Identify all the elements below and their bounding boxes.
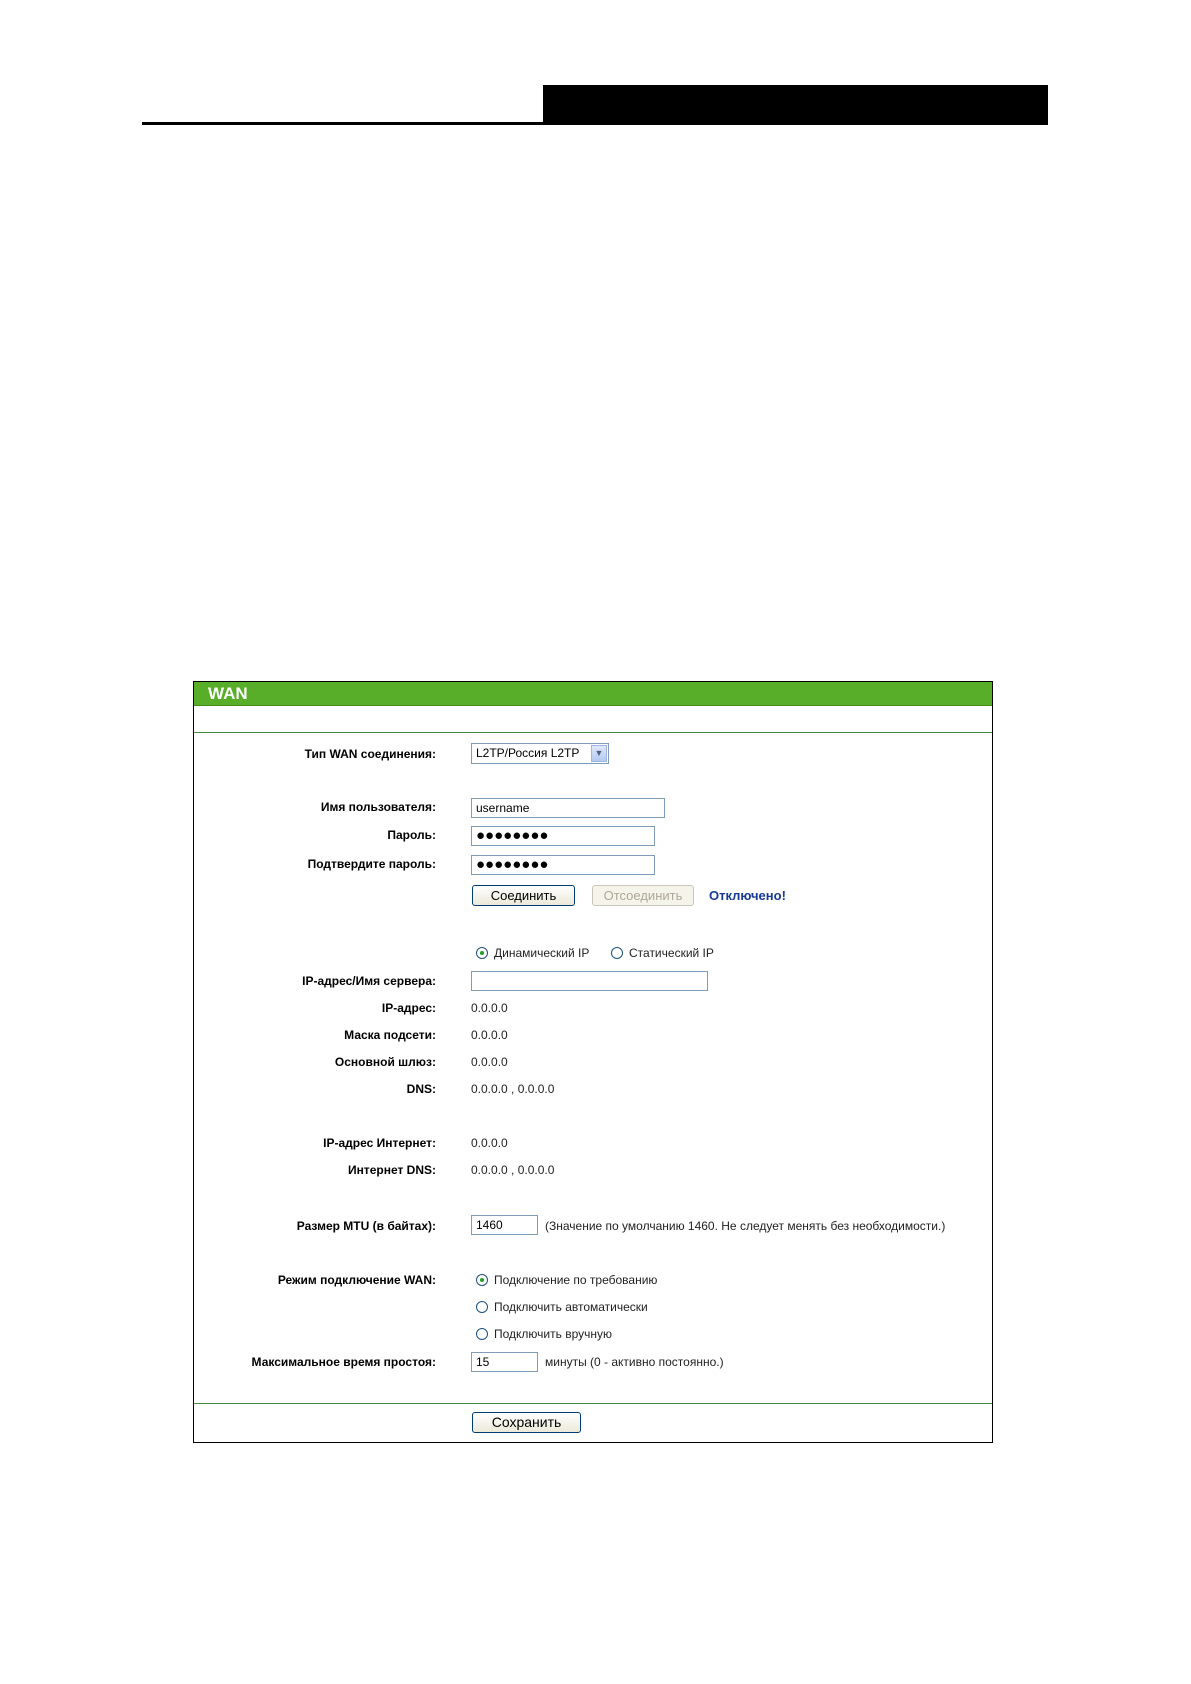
- server-label: IP-адрес/Имя сервера:: [302, 974, 436, 988]
- conn-type-select[interactable]: [471, 743, 609, 764]
- ip-label: IP-адрес:: [381, 1001, 436, 1015]
- internet-ip-value: 0.0.0.0: [471, 1136, 508, 1150]
- save-button[interactable]: Сохранить: [472, 1412, 581, 1433]
- gateway-value: 0.0.0.0: [471, 1055, 508, 1069]
- connection-status: Отключено!: [709, 888, 786, 903]
- dns-value: 0.0.0.0 , 0.0.0.0: [471, 1082, 555, 1096]
- panel-title: WAN: [194, 682, 992, 706]
- dynamic-ip-radio[interactable]: [476, 947, 488, 959]
- idle-hint: минуты (0 - активно постоянно.): [545, 1355, 724, 1369]
- server-input[interactable]: [471, 971, 708, 991]
- static-ip-label: Статический IP: [629, 946, 714, 960]
- mask-label: Маска подсети:: [344, 1028, 436, 1042]
- on-demand-radio[interactable]: [476, 1274, 488, 1286]
- dynamic-ip-label: Динамический IP: [494, 946, 590, 960]
- manual-connect-label: Подключить вручную: [494, 1327, 612, 1341]
- mask-value: 0.0.0.0: [471, 1028, 508, 1042]
- connect-button[interactable]: Соединить: [472, 885, 575, 906]
- idle-label: Максимальное время простоя:: [251, 1355, 436, 1369]
- confirm-password-input[interactable]: ●●●●●●●●: [471, 855, 655, 875]
- internet-ip-label: IP-адрес Интернет:: [323, 1136, 436, 1150]
- internet-dns-label: Интернет DNS:: [347, 1163, 436, 1177]
- auto-connect-label: Подключить автоматически: [494, 1300, 648, 1314]
- dns-label: DNS:: [406, 1082, 436, 1096]
- on-demand-label: Подключение по требованию: [494, 1273, 658, 1287]
- password-input[interactable]: ●●●●●●●●: [471, 826, 655, 846]
- auto-connect-radio[interactable]: [476, 1301, 488, 1313]
- wan-mode-label: Режим подключение WAN:: [277, 1273, 436, 1287]
- wan-settings-panel: [193, 681, 993, 1443]
- mtu-label: Размер MTU (в байтах):: [296, 1219, 436, 1233]
- internet-dns-value: 0.0.0.0 , 0.0.0.0: [471, 1163, 555, 1177]
- confirm-password-label: Подтвердите пароль:: [307, 857, 436, 871]
- disconnect-button[interactable]: Отсоединить: [592, 885, 694, 906]
- chevron-down-icon[interactable]: ▼: [591, 745, 607, 762]
- idle-input[interactable]: 15: [471, 1352, 538, 1372]
- static-ip-radio[interactable]: [611, 947, 623, 959]
- password-label: Пароль:: [387, 828, 436, 842]
- username-label: Имя пользователя:: [320, 800, 436, 814]
- page-header-bar: [543, 85, 1048, 125]
- conn-type-label: Тип WAN соединения:: [304, 747, 436, 761]
- manual-connect-radio[interactable]: [476, 1328, 488, 1340]
- bottom-separator: [194, 1403, 992, 1404]
- username-input[interactable]: username: [471, 798, 665, 818]
- top-separator: [194, 732, 992, 733]
- mtu-hint: (Значение по умолчанию 1460. Не следует менять без необходимости.): [545, 1219, 946, 1233]
- mtu-input[interactable]: 1460: [471, 1215, 538, 1235]
- conn-type-value: L2TP/Россия L2TP: [476, 746, 580, 760]
- ip-value: 0.0.0.0: [471, 1001, 508, 1015]
- gateway-label: Основной шлюз:: [334, 1055, 436, 1069]
